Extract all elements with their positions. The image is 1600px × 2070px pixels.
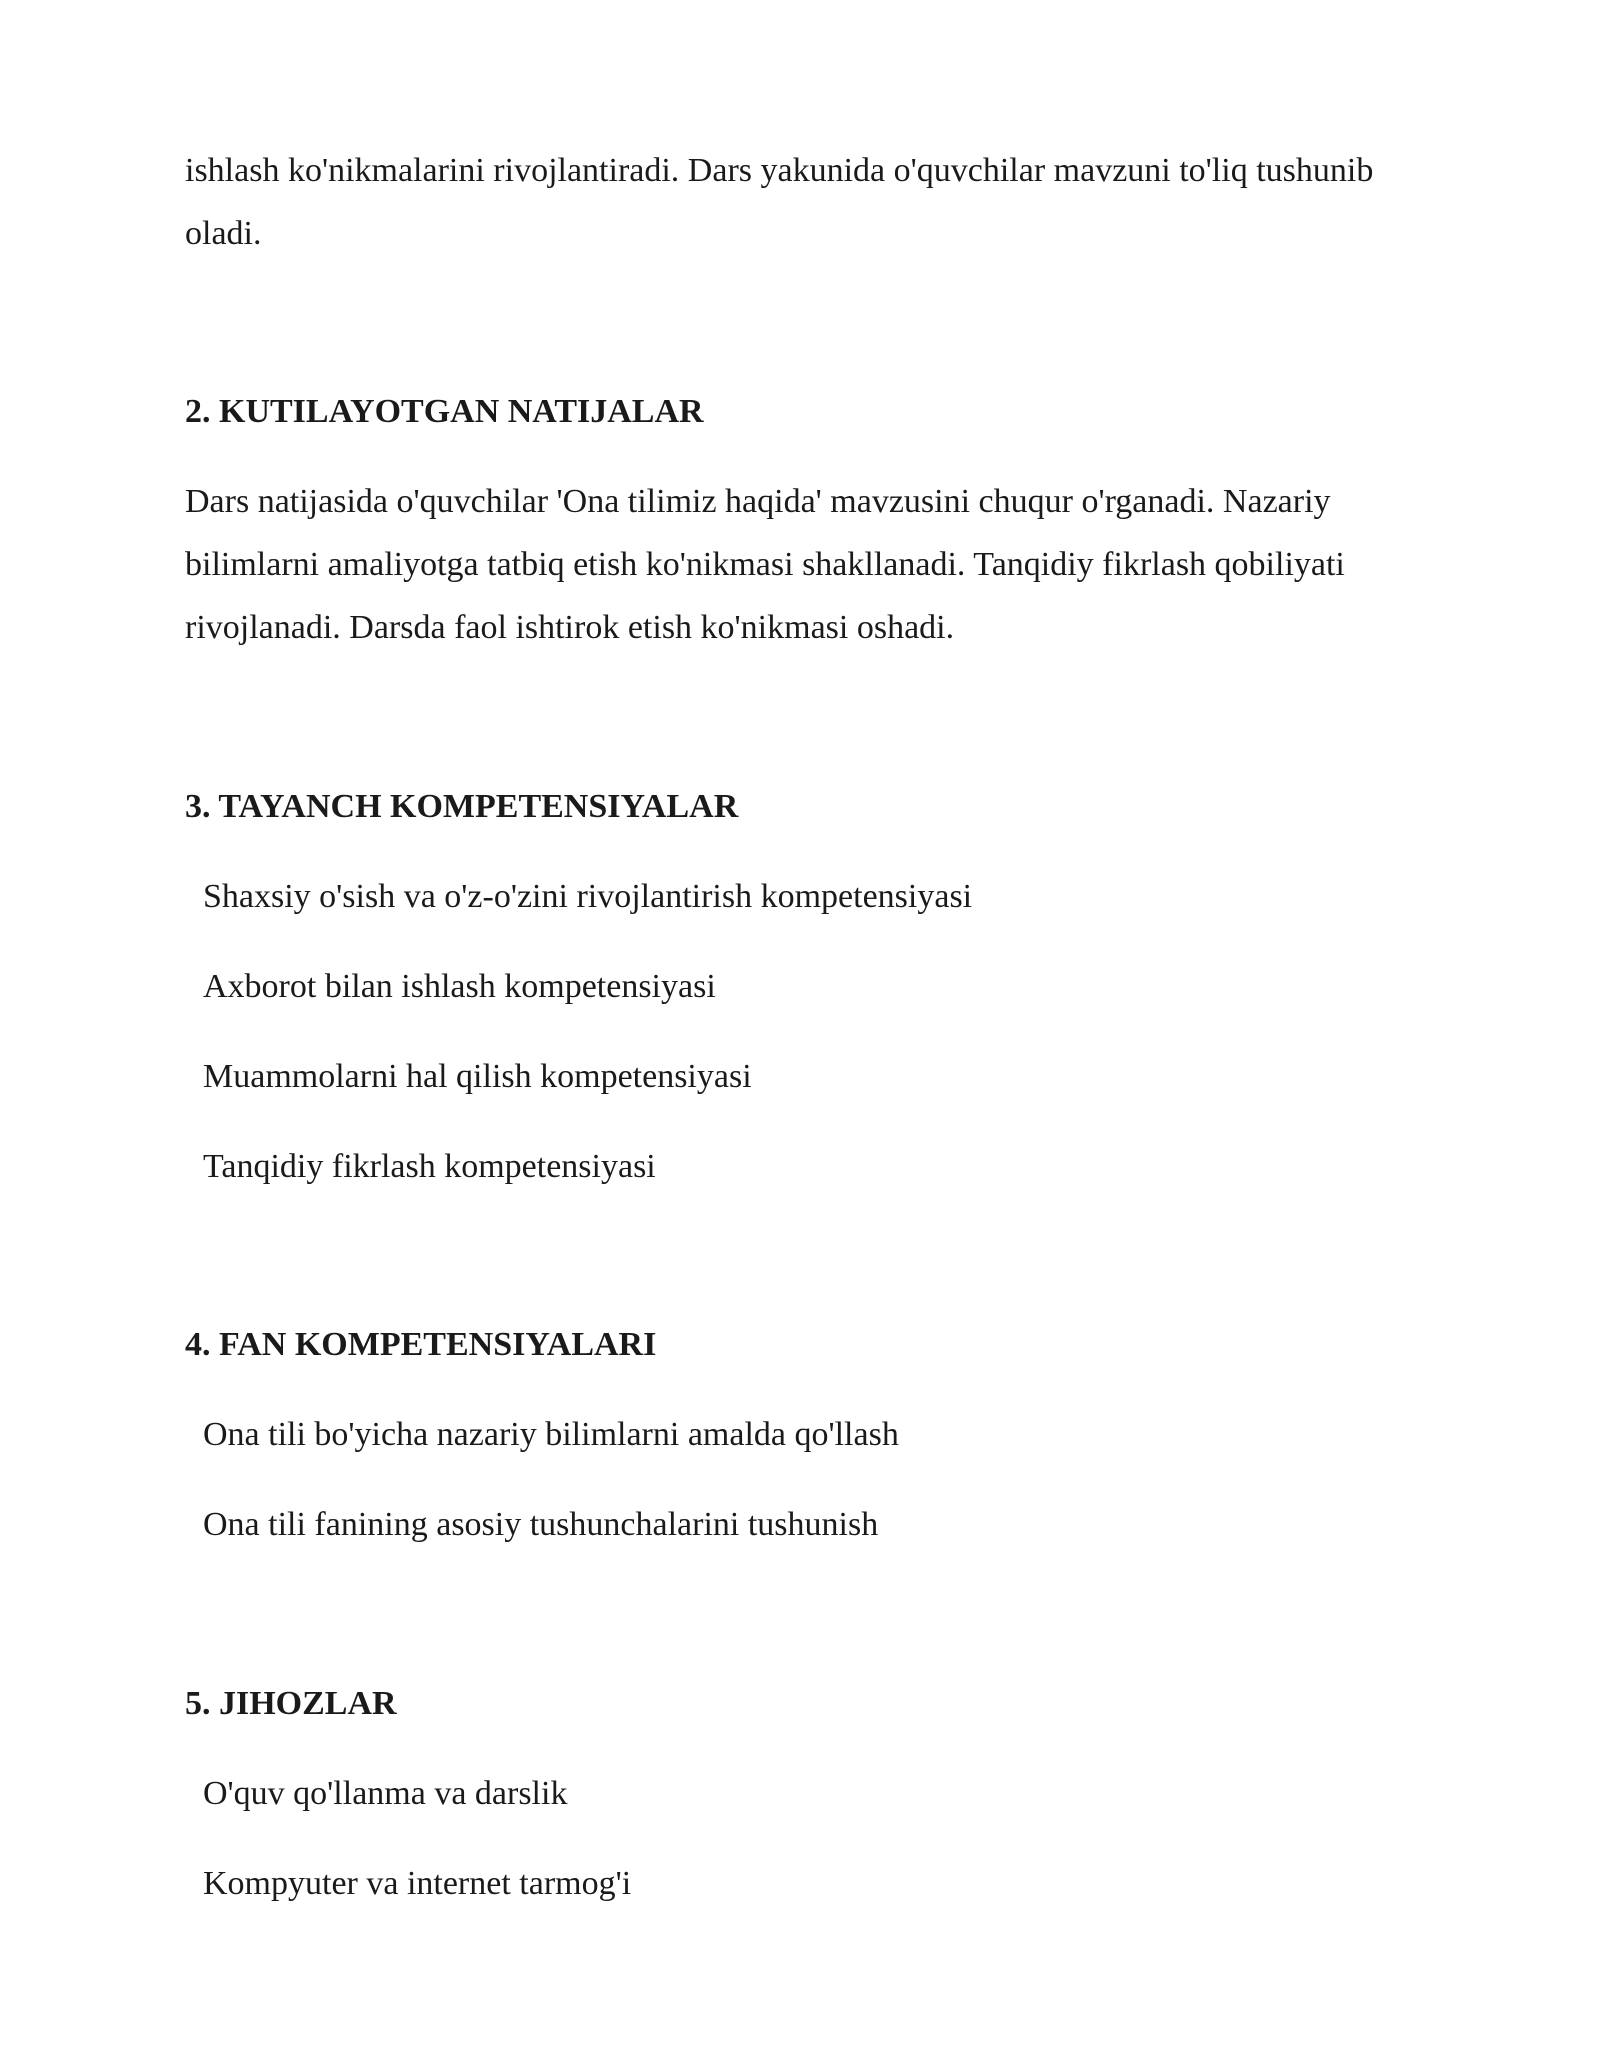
intro-paragraph: ishlash ko'nikmalarini rivojlantiradi. Dars yakunida o'quvchilar mavzuni to'liq tushunib oladi. bbox=[185, 152, 1374, 252]
list-item: Tanqidiy fikrlash kompetensiyasi bbox=[203, 1148, 656, 1185]
list-item: O'quv qo'llanma va darslik bbox=[203, 1775, 568, 1812]
section-heading-jihozlar: 5. JIHOZLAR bbox=[185, 1685, 397, 1722]
list-item: Kompyuter va internet tarmog'i bbox=[203, 1865, 632, 1902]
natijalar-paragraph: Dars natijasida o'quvchilar 'Ona tilimiz haqida' mavzusini chuqur o'rganadi. Nazariy bilimlarni amaliyotga tatbiq etish ko'nikmasi shakllanadi. Tanqidiy fikrlash qobiliyati rivojlanadi. Darsda faol ishtirok etish ko'nikmasi oshadi. bbox=[185, 483, 1345, 646]
section-heading-fan-kompetensiyalari: 4. FAN KOMPETENSIYALARI bbox=[185, 1326, 657, 1363]
list-item: Muammolarni hal qilish kompetensiyasi bbox=[203, 1058, 752, 1095]
list-item: Ona tili fanining asosiy tushunchalarini tushunish bbox=[203, 1506, 879, 1543]
section-heading-natijalar: 2. KUTILAYOTGAN NATIJALAR bbox=[185, 393, 704, 430]
section-heading-tayanch-kompetensiyalar: 3. TAYANCH KOMPETENSIYALAR bbox=[185, 788, 739, 825]
list-item: Shaxsiy o'sish va o'z-o'zini rivojlantirish kompetensiyasi bbox=[203, 878, 973, 915]
list-item: Ona tili bo'yicha nazariy bilimlarni amalda qo'llash bbox=[203, 1416, 899, 1453]
list-item: Axborot bilan ishlash kompetensiyasi bbox=[203, 968, 716, 1005]
